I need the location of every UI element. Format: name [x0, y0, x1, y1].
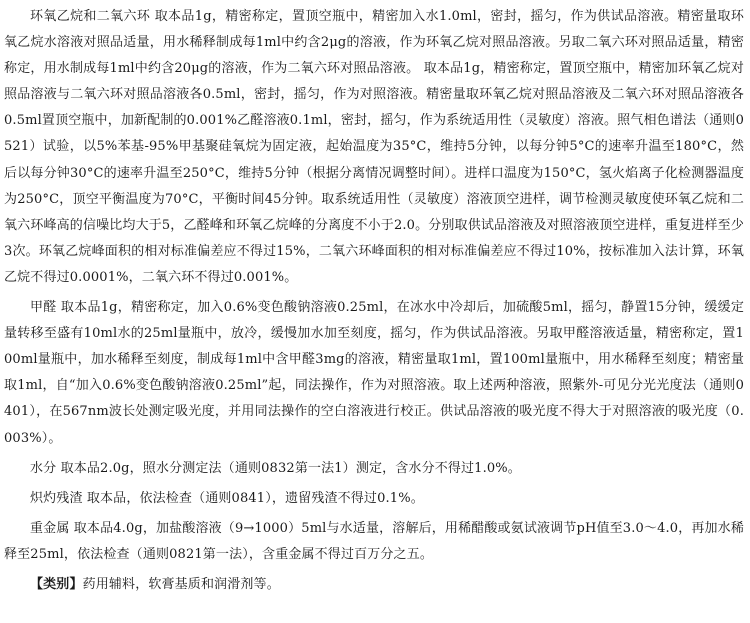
- paragraph-category: [4, 572, 744, 598]
- category-label: 【类别】: [30, 576, 83, 592]
- category-text: 药用辅料，软膏基质和润滑剂等。: [82, 576, 280, 592]
- paragraph-formaldehyde: 甲醛 取本品1g，精密称定，加入0.6%变色酸钠溶液0.25ml，在冰水中冷却后，加硫酸5ml，摇匀，静置15分钟，缓缓定量转移至盛有10ml水的25ml量瓶中，放冷，缓慢加水加至刻度，摇匀，作为供试品溶液。另取甲醛溶液适量，精密称定，置100ml量瓶中，加水稀释至刻度，制成每1ml中含甲醛3mg的溶液，精密量取1ml，置100ml量瓶中，用水稀释至刻度；精密量取1ml，自“加入0.6%变色酸钠溶液0.25ml”起，同法操作，作为对照溶液。取上述两种溶液，照紫外-可见分光光度法（通则0401），在567nm波长处测定吸光度，并用同法操作的空白溶液进行校正。供试品溶液的吸光度不得大于对照溶液的吸光度（0.003%）。: [4, 300, 744, 446]
- paragraph-residual-solvents: 环氧乙烷和二氧六环 取本品1g，精密称定，置顶空瓶中，精密加入水1.0ml，密封，摇匀，作为供试品溶液。精密量取环氧乙烷水溶液对照品适量，用水稀释制成每1ml中约含2μg的溶液，作为环氧乙烷对照品溶液。另取二氧六环对照品适量，精密称定，用水制成每1ml中约含20μg的溶液，作为二氧六环对照品溶液。 取本品1g，精密称定，置顶空瓶中，精密加环氧乙烷对照品溶液与二氧六环对照品溶液各0.5ml，密封，摇匀，作为对照溶液。精密量取环氧乙烷对照品溶液及二氧六环对照品溶液各0.5ml置顶空瓶中，加新配制的0.001%乙醛溶液0.1ml，密封，摇匀，作为系统适用性（灵敏度）溶液。照气相色谱法（通则0521）试验，以5%苯基-95%甲基聚硅氧烷为固定液，起始温度为35°C，维持5分钟，以每分钟5°C的速率升温至180°C，然后以每分钟30°C的速率升温至250°C，维持5分钟（根据分离情况调整时间）。进样口温度为150°C，氢火焰离子化检测器温度为250°C，顶空平衡温度为70°C，平衡时间45分钟。取系统适用性（灵敏度）溶液顶空进样，调节检测灵敏度使环氧乙烷和二氧六环峰高的信噪比均大于5，乙醛峰和环氧乙烷峰的分离度不小于2.0。分别取供试品溶液及对照溶液顶空进样，重复进样至少3次。环氧乙烷峰面积的相对标准偏差应不得过15%，二氧六环峰面积的相对标准偏差应不得过10%，按标准加入法计算，环氧乙烷不得过0.0001%，二氧六环不得过0.001%。: [4, 9, 744, 285]
- paragraph-water: 水分 取本品2.0g，照水分测定法（通则0832第一法1）测定，含水分不得过1.0%。: [30, 460, 521, 476]
- paragraph-residue-on-ignition: 炽灼残渣 取本品，依法检查（通则0841），遗留残渣不得过0.1%。: [30, 490, 424, 506]
- paragraph-heavy-metals: 重金属 取本品4.0g，加盐酸溶液（9→1000）5ml与水适量，溶解后，用稀醋酸或氨试液调节pH值至3.0～4.0，再加水稀释至25ml，依法检查（通则0821第一法），含重金属不得过百万分之五。: [4, 520, 744, 562]
